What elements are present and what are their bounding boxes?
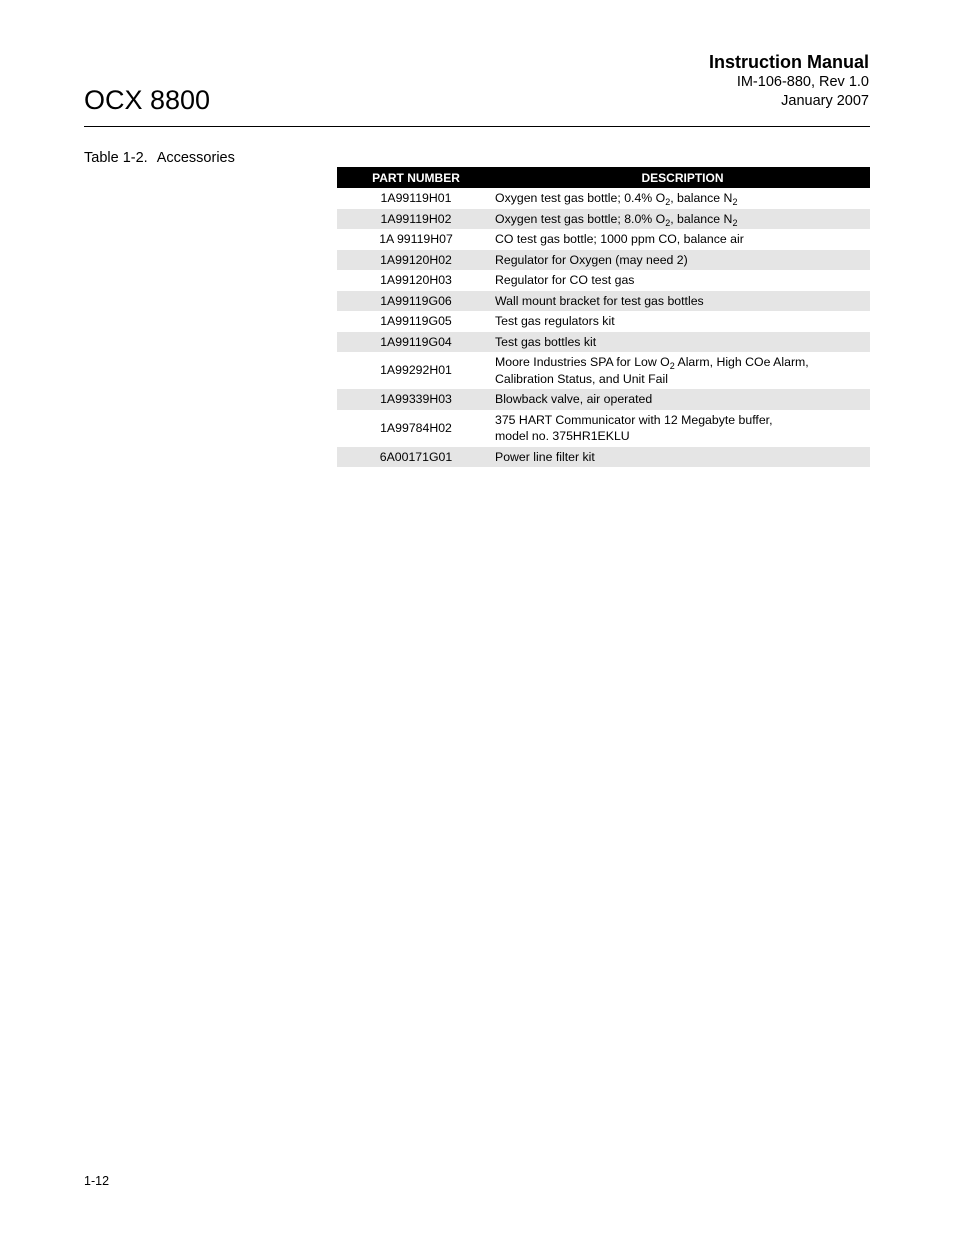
description-line <box>495 449 870 466</box>
description-text: , balance N <box>670 211 733 226</box>
part-number-cell: 1A99119H02 <box>337 209 495 230</box>
table-caption <box>84 149 235 167</box>
part-number-cell: 1A99119G06 <box>337 291 495 312</box>
subscript: 2 <box>665 197 671 207</box>
description-text: Calibration Status, and Unit Fail <box>495 371 668 386</box>
part-number-cell: 1A99120H03 <box>380 273 452 287</box>
description-text: 375 HART Communicator with 12 Megabyte buffer, <box>495 412 773 427</box>
part-number-cell: 1A99119G04 <box>337 332 495 353</box>
description-line <box>495 231 870 248</box>
subscript: 2 <box>732 217 738 228</box>
description-line <box>495 428 870 445</box>
table-row <box>337 389 870 410</box>
description-text: Regulator for CO test gas <box>495 273 635 287</box>
table-row <box>337 250 870 271</box>
table-row <box>337 270 870 291</box>
product-title: OCX 8800 <box>84 85 211 115</box>
description-line <box>495 371 870 388</box>
description-text: Oxygen test gas bottle; 8.0% O <box>495 211 666 226</box>
part-number-cell: 1A99119G05 <box>380 314 452 328</box>
description-text: Power line filter kit <box>495 449 595 464</box>
description-line <box>495 252 870 269</box>
description-text: CO test gas bottle; 1000 ppm CO, balance air <box>495 232 744 246</box>
description-line <box>495 391 870 408</box>
description-line <box>495 412 870 429</box>
description-line <box>495 211 870 228</box>
table-row <box>337 447 870 468</box>
subscript: 2 <box>732 197 738 207</box>
manual-title: Instruction Manual <box>708 52 869 72</box>
subscript: 2 <box>665 217 671 228</box>
part-number-cell: 1A99339H03 <box>337 389 495 410</box>
description-cell <box>495 352 870 389</box>
description-cell <box>495 410 870 447</box>
table-row <box>337 311 870 332</box>
description-line <box>495 272 870 289</box>
description-cell <box>495 188 870 209</box>
doc-number: IM-106-880, Rev 1.0 <box>736 74 869 90</box>
part-number-cell: 1A 99119H07 <box>379 232 453 246</box>
description-text: , balance N <box>670 191 733 205</box>
table-row <box>337 332 870 353</box>
part-number-cell: 1A99292H01 <box>380 363 452 378</box>
table-row <box>337 229 870 250</box>
description-text: Test gas regulators kit <box>495 314 615 328</box>
description-cell <box>495 229 870 250</box>
table-caption-title: Accessories <box>156 150 235 166</box>
description-text: Blowback valve, air operated <box>495 392 653 406</box>
description-text: Test gas bottles kit <box>495 334 597 349</box>
table-row <box>337 352 870 389</box>
accessories-table <box>337 167 870 467</box>
column-header-part-number: PART NUMBER <box>337 167 495 188</box>
description-text: Wall mount bracket for test gas bottles <box>495 293 704 308</box>
part-number-cell: 6A00171G01 <box>337 447 495 468</box>
description-text: Oxygen test gas bottle; 0.4% O <box>495 191 666 205</box>
description-text: model no. 375HR1EKLU <box>495 429 630 443</box>
header-block <box>709 51 869 111</box>
table-row <box>337 209 870 230</box>
page-number: 1-12 <box>84 1174 110 1188</box>
table-caption-number: Table 1-2. <box>84 150 148 166</box>
table-row <box>337 291 870 312</box>
description-line <box>495 354 870 371</box>
description-cell <box>495 311 870 332</box>
table-row <box>337 188 870 209</box>
description-line <box>495 190 870 207</box>
description-cell <box>495 291 870 312</box>
table-body <box>337 188 870 467</box>
part-number-cell: 1A99120H02 <box>337 250 495 271</box>
subscript: 2 <box>669 361 675 371</box>
description-cell <box>495 389 870 410</box>
table-row <box>337 410 870 447</box>
description-line <box>495 293 870 310</box>
description-text: Alarm, High COe Alarm, <box>674 355 809 369</box>
description-cell <box>495 332 870 353</box>
description-line <box>495 313 870 330</box>
description-text: Regulator for Oxygen (may need 2) <box>495 252 688 267</box>
description-cell <box>495 250 870 271</box>
part-number-cell: 1A99119H01 <box>380 191 452 205</box>
doc-date: January 2007 <box>781 93 869 109</box>
column-header-description: DESCRIPTION <box>495 167 870 188</box>
table-header-row <box>337 167 870 188</box>
part-number-cell: 1A99784H02 <box>380 420 452 435</box>
header-divider <box>84 126 870 127</box>
description-cell <box>495 447 870 468</box>
description-line <box>495 334 870 351</box>
description-cell <box>495 270 870 291</box>
description-cell <box>495 209 870 230</box>
description-text: Moore Industries SPA for Low O <box>495 355 670 369</box>
